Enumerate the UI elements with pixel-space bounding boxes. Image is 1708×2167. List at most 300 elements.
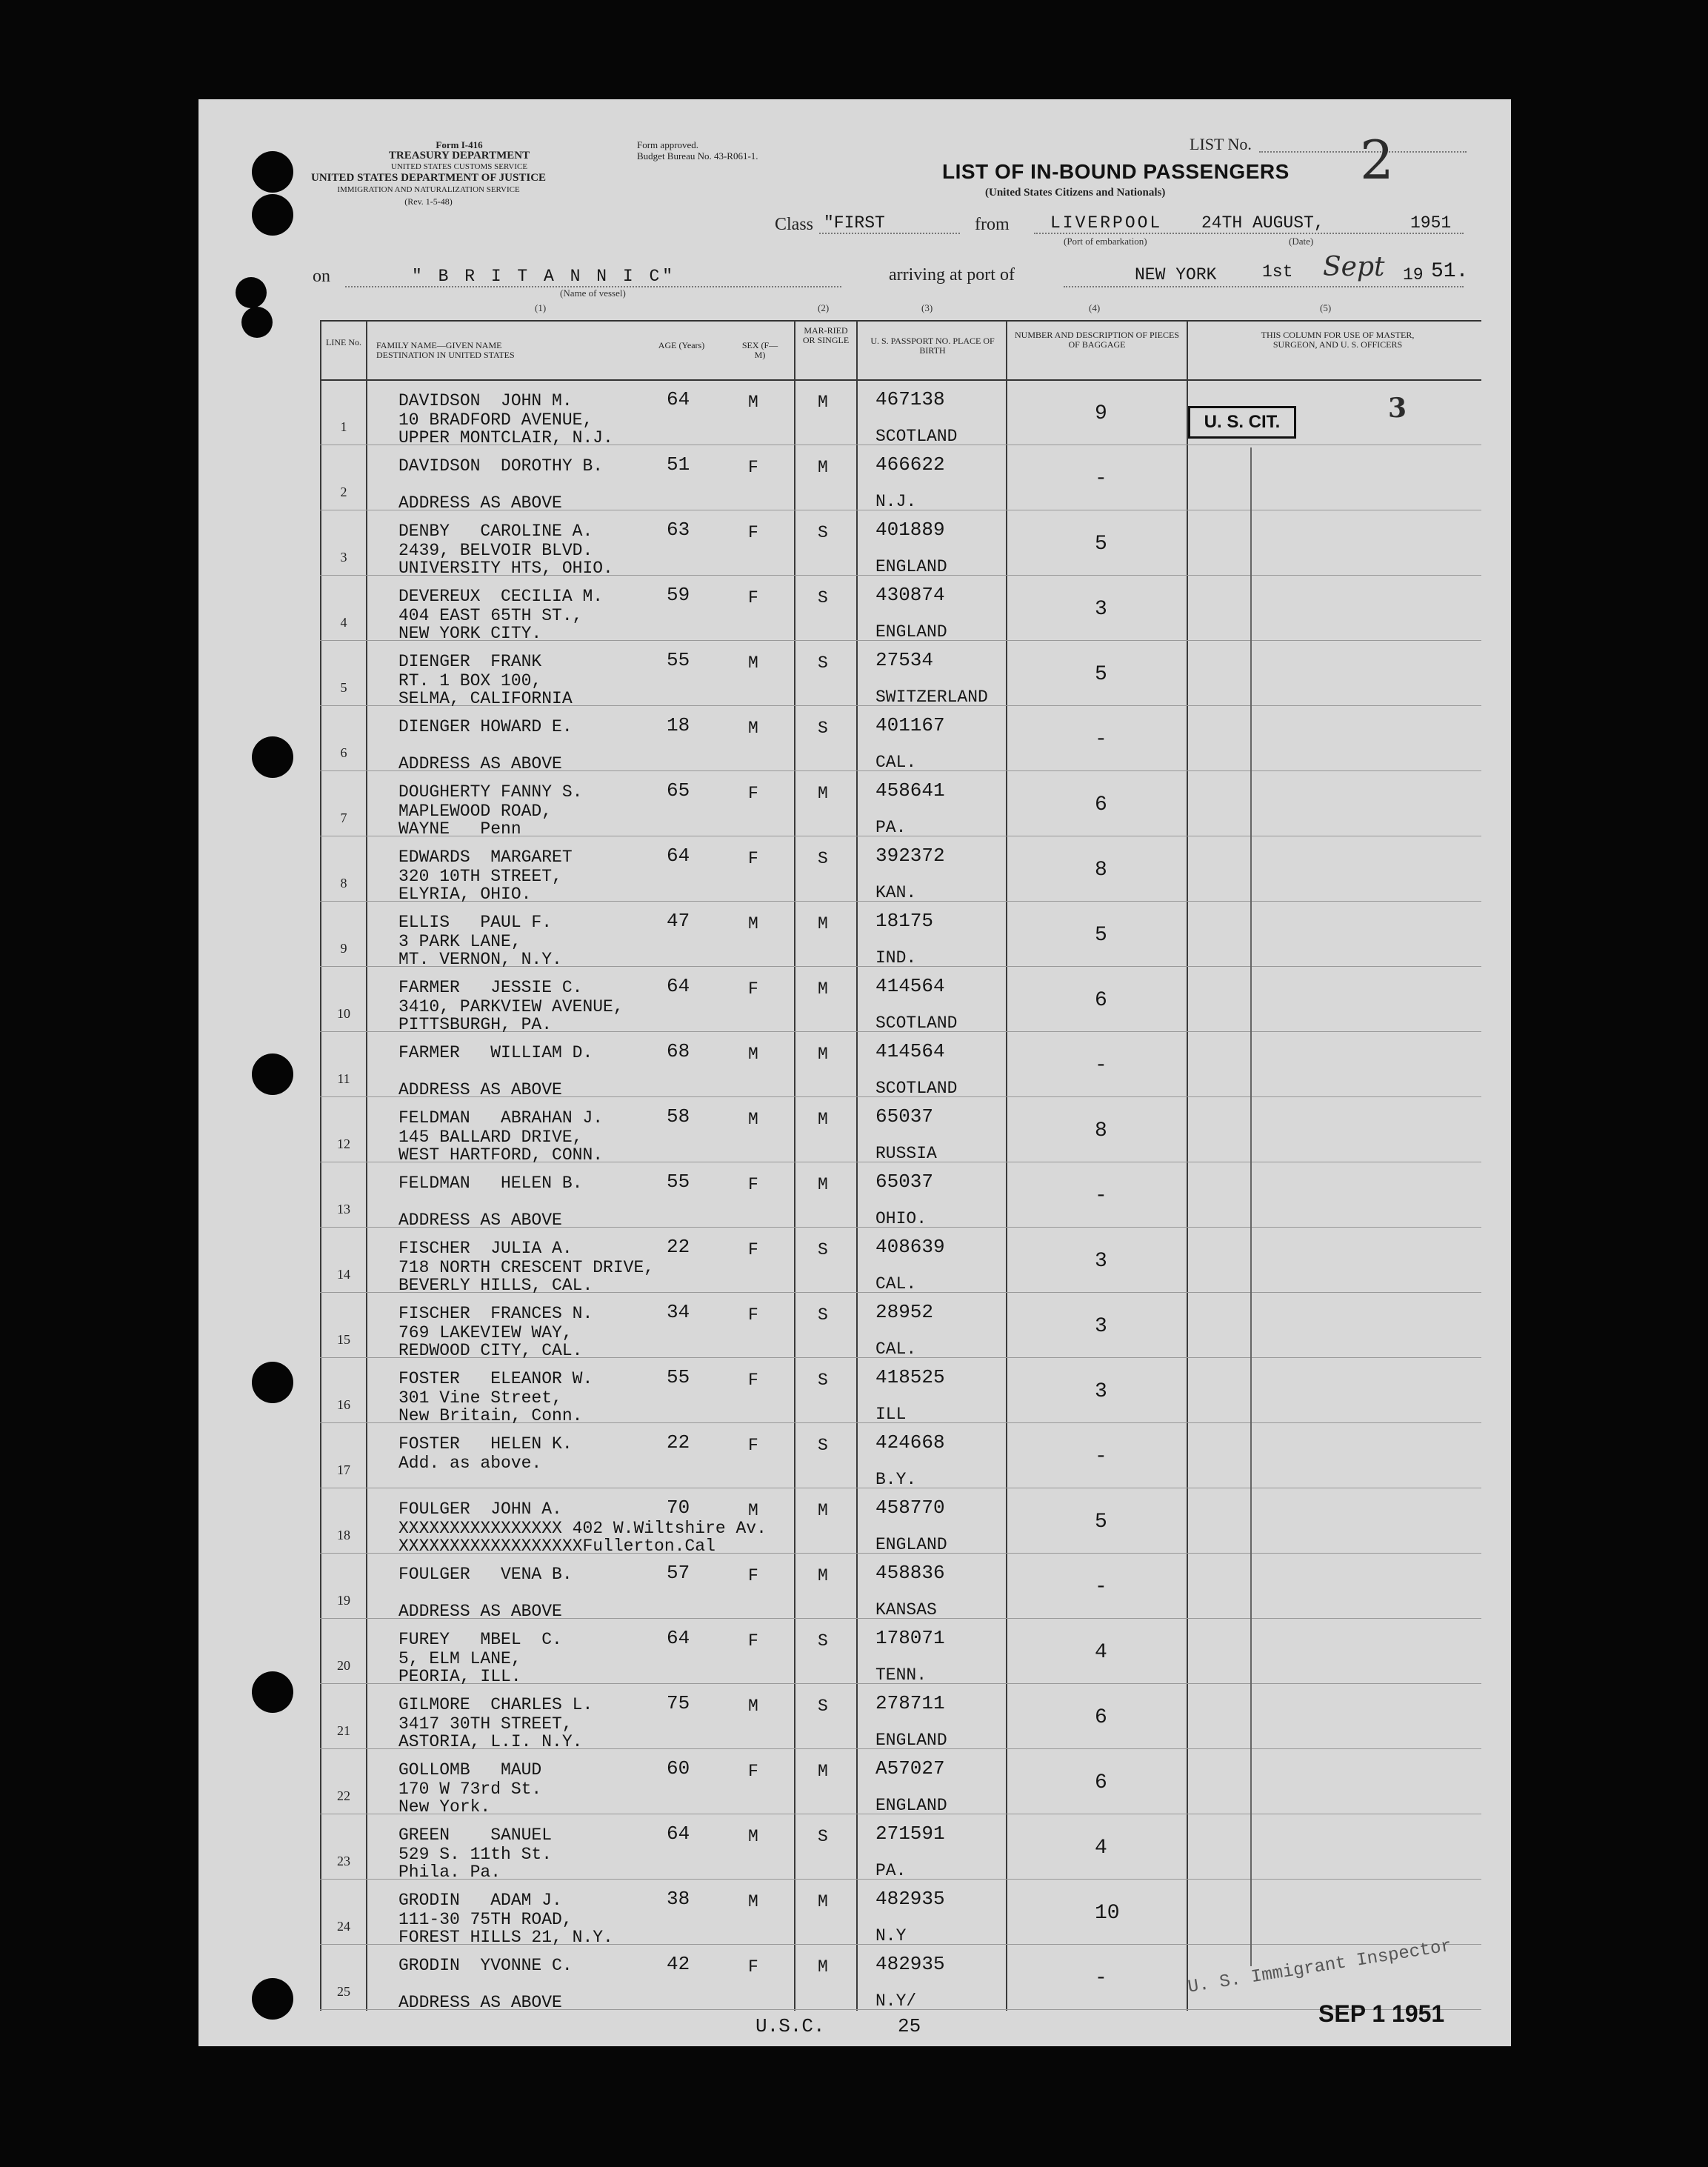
passenger-name: ELLIS PAUL F. — [398, 913, 553, 932]
line-number: 17 — [337, 1462, 350, 1477]
passenger-age: 42 — [667, 1953, 690, 1975]
baggage-count: 9 — [1095, 402, 1107, 425]
place-of-birth: CAL. — [875, 753, 917, 772]
arrival-year-prefix: 19 — [1403, 265, 1424, 284]
passenger-sex: M — [748, 393, 758, 412]
place-of-birth: ENGLAND — [875, 557, 947, 576]
passenger-sex: F — [748, 784, 758, 803]
baggage-count: 5 — [1095, 1511, 1107, 1534]
passport-number: 65037 — [875, 1171, 934, 1193]
passport-number: 482935 — [875, 1888, 945, 1910]
baggage-count: 5 — [1095, 924, 1107, 947]
passenger-name: FOSTER HELEN K. — [398, 1434, 573, 1454]
passenger-address-2: UPPER MONTCLAIR, N.J. — [398, 428, 613, 447]
passenger-age: 64 — [667, 1627, 690, 1649]
header-line-no: LINE No. — [326, 337, 361, 347]
passenger-sex: M — [748, 1827, 758, 1846]
passenger-address-2: XXXXXXXXXXXXXXXXXXFullerton.Cal — [398, 1537, 715, 1556]
passenger-sex: M — [748, 1045, 758, 1064]
passenger-name: DAVIDSON JOHN M. — [398, 391, 573, 410]
passenger-name: DENBY CAROLINE A. — [398, 522, 593, 541]
table-header-bottom — [320, 379, 1481, 381]
passenger-name: FOSTER ELEANOR W. — [398, 1369, 593, 1388]
passenger-sex: M — [748, 719, 758, 738]
binder-hole — [252, 194, 293, 236]
passenger-address-1: 301 Vine Street, — [398, 1388, 562, 1408]
baggage-count: - — [1095, 467, 1107, 490]
passport-number: 458770 — [875, 1497, 945, 1519]
arrival-year: 51. — [1431, 260, 1469, 283]
line-number: 12 — [337, 1136, 350, 1151]
justice-block — [311, 172, 546, 207]
place-of-birth: N.Y/ — [875, 1991, 917, 2011]
passenger-age: 75 — [667, 1692, 690, 1714]
us-citizen-stamp: U. S. CIT. — [1188, 406, 1296, 439]
passenger-sex: F — [748, 458, 758, 477]
passenger-age: 18 — [667, 714, 690, 736]
passenger-sex: M — [748, 1110, 758, 1129]
marital-status: M — [818, 393, 828, 412]
line-number: 25 — [337, 1984, 350, 1999]
col-divider — [1187, 320, 1188, 2011]
passenger-address-1: 3 PARK LANE, — [398, 932, 521, 951]
passport-number: 430874 — [875, 584, 945, 606]
passenger-sex: F — [748, 588, 758, 608]
line-number: 6 — [340, 745, 347, 760]
justice-dept: UNITED STATES DEPARTMENT OF JUSTICE — [311, 172, 547, 184]
binder-hole — [252, 1671, 293, 1713]
header-baggage: NUMBER AND DESCRIPTION OF PIECES OF BAGGAGE — [1014, 330, 1180, 350]
passenger-address-2: ASTORIA, L.I. N.Y. — [398, 1732, 583, 1751]
header-married: MAR-RIED OR SINGLE — [802, 325, 850, 345]
col-num-3: (3) — [921, 302, 933, 313]
header-passport: U. S. PASSPORT NO. PLACE OF BIRTH — [870, 336, 995, 356]
place-of-birth: IND. — [875, 948, 917, 968]
passenger-name: FISCHER JULIA A. — [398, 1239, 573, 1258]
passport-number: 65037 — [875, 1105, 934, 1128]
place-of-birth: ENGLAND — [875, 1796, 947, 1815]
tally-mark: 3 — [1388, 393, 1407, 424]
marital-status: M — [818, 1957, 828, 1977]
passenger-name: FELDMAN HELEN B. — [398, 1174, 583, 1193]
passenger-age: 38 — [667, 1888, 690, 1910]
marital-status: M — [818, 784, 828, 803]
passenger-age: 58 — [667, 1105, 690, 1128]
baggage-count: - — [1095, 1185, 1107, 1208]
marital-status: S — [818, 849, 828, 868]
baggage-count: 6 — [1095, 989, 1107, 1012]
baggage-count: - — [1095, 1054, 1107, 1077]
place-of-birth: KAN. — [875, 883, 917, 902]
passenger-address-2: New Britain, Conn. — [398, 1406, 583, 1425]
baggage-count: 3 — [1095, 598, 1107, 621]
arrival-line — [1064, 286, 1464, 287]
baggage-count: 6 — [1095, 793, 1107, 816]
date-stamp: SEP 1 1951 — [1318, 2000, 1445, 2027]
marital-status: M — [818, 1045, 828, 1064]
line-number: 13 — [337, 1202, 350, 1216]
baggage-count: 4 — [1095, 1641, 1107, 1664]
baggage-count: 10 — [1095, 1902, 1120, 1925]
line-number: 18 — [337, 1528, 350, 1542]
baggage-count: 8 — [1095, 859, 1107, 882]
arriving-label: arriving at port of — [889, 265, 1015, 284]
passenger-address-2: PITTSBURGH, PA. — [398, 1015, 553, 1034]
passenger-name: GRODIN ADAM J. — [398, 1891, 562, 1910]
form-id-block — [370, 139, 548, 173]
passenger-address-1: MAPLEWOOD ROAD, — [398, 802, 553, 821]
passenger-age: 22 — [667, 1431, 690, 1454]
passenger-address-1: 3410, PARKVIEW AVENUE, — [398, 997, 624, 1016]
passenger-name: FOULGER VENA B. — [398, 1565, 573, 1584]
passenger-address-2: WAYNE Penn — [398, 819, 521, 839]
passport-number: A57027 — [875, 1757, 945, 1780]
class-line — [819, 233, 960, 234]
place-of-birth: CAL. — [875, 1339, 917, 1359]
officer-pencil-line — [1250, 447, 1252, 1966]
passenger-address-2: ADDRESS AS ABOVE — [398, 1211, 562, 1230]
header-sex: SEX (F—M) — [741, 340, 778, 360]
form-approved-block — [637, 139, 758, 162]
passenger-name: DOUGHERTY FANNY S. — [398, 782, 583, 802]
baggage-count: 5 — [1095, 663, 1107, 686]
form-approved: Form approved. — [637, 139, 699, 150]
list-no-value: 2 — [1360, 129, 1394, 191]
line-number: 9 — [340, 941, 347, 956]
marital-status: M — [818, 1892, 828, 1911]
line-number: 24 — [337, 1919, 350, 1934]
binder-hole — [252, 151, 293, 193]
line-number: 1 — [340, 419, 347, 434]
passenger-address-1: 3417 30TH STREET, — [398, 1714, 573, 1734]
baggage-count: 6 — [1095, 1771, 1107, 1794]
arrival-month: Sept — [1323, 252, 1385, 282]
baggage-count: 8 — [1095, 1119, 1107, 1142]
col-divider — [794, 320, 795, 2011]
passenger-name: FUREY MBEL C. — [398, 1630, 562, 1649]
form-revision: (Rev. 1-5-48) — [404, 196, 453, 207]
passenger-age: 64 — [667, 1823, 690, 1845]
budget-bureau: Budget Bureau No. 43-R061-1. — [637, 150, 758, 162]
passport-number: 424668 — [875, 1431, 945, 1454]
binder-hole — [252, 1362, 293, 1403]
binder-hole — [252, 736, 293, 778]
customs-service: UNITED STATES CUSTOMS SERVICE — [390, 162, 528, 171]
passport-number: 458836 — [875, 1562, 945, 1584]
inspector-stamp: U. S. Immigrant Inspector — [1187, 1936, 1453, 1998]
form-id: Form I-416 — [436, 139, 483, 150]
passenger-age: 59 — [667, 584, 690, 606]
marital-status: M — [818, 1566, 828, 1585]
place-of-birth: CAL. — [875, 1274, 917, 1294]
col-divider — [366, 320, 367, 2011]
baggage-count: 6 — [1095, 1706, 1107, 1729]
passenger-name: GOLLOMB MAUD — [398, 1760, 542, 1780]
place-of-birth: N.J. — [875, 492, 917, 511]
passport-number: 408639 — [875, 1236, 945, 1258]
marital-status: M — [818, 1762, 828, 1781]
passport-number: 271591 — [875, 1823, 945, 1845]
passenger-age: 55 — [667, 649, 690, 671]
binder-hole — [252, 1978, 293, 2020]
place-of-birth: N.Y — [875, 1926, 907, 1945]
passenger-address-2: BEVERLY HILLS, CAL. — [398, 1276, 593, 1295]
passenger-sex: F — [748, 1371, 758, 1390]
passenger-address-2: ADDRESS AS ABOVE — [398, 493, 562, 513]
manifest-subtitle: (United States Citizens and Nationals) — [985, 187, 1166, 199]
passenger-sex: F — [748, 1631, 758, 1651]
passenger-name: FELDMAN ABRAHAN J. — [398, 1108, 604, 1128]
passport-number: 418525 — [875, 1366, 945, 1388]
line-number: 16 — [337, 1397, 350, 1412]
passport-number: 467138 — [875, 388, 945, 410]
line-number: 20 — [337, 1658, 350, 1673]
passport-number: 401167 — [875, 714, 945, 736]
passenger-address-1: Add. as above. — [398, 1454, 542, 1473]
line-number: 14 — [337, 1267, 350, 1282]
marital-status: S — [818, 1305, 828, 1325]
passenger-address-2: New York. — [398, 1797, 491, 1817]
marital-status: S — [818, 1827, 828, 1846]
passenger-sex: F — [748, 1240, 758, 1259]
passenger-address-2: SELMA, CALIFORNIA — [398, 689, 573, 708]
passenger-sex: M — [748, 653, 758, 673]
immigration-service: IMMIGRATION AND NATURALIZATION SERVICE — [337, 185, 520, 194]
passenger-address-2: Phila. Pa. — [398, 1863, 501, 1882]
col-num-2: (2) — [818, 302, 830, 313]
passenger-age: 63 — [667, 519, 690, 541]
passenger-address-2: ADDRESS AS ABOVE — [398, 1602, 562, 1621]
passenger-address-2: ADDRESS AS ABOVE — [398, 1993, 562, 2012]
passport-number: 27534 — [875, 649, 934, 671]
marital-status: M — [818, 1175, 828, 1194]
passenger-address-1: XXXXXXXXXXXXXXXX 402 W.Wiltshire Av. — [398, 1519, 767, 1538]
marital-status: S — [818, 719, 828, 738]
passport-number: 392372 — [875, 845, 945, 867]
passenger-address-2: WEST HARTFORD, CONN. — [398, 1145, 604, 1165]
place-of-birth: OHIO. — [875, 1209, 927, 1228]
marital-status: M — [818, 1110, 828, 1129]
marital-status: S — [818, 523, 828, 542]
passenger-address-2: PEORIA, ILL. — [398, 1667, 521, 1686]
col-divider — [856, 320, 858, 2011]
passenger-age: 22 — [667, 1236, 690, 1258]
passport-number: 18175 — [875, 910, 934, 932]
place-of-birth: ENGLAND — [875, 1731, 947, 1750]
baggage-count: 5 — [1095, 533, 1107, 556]
baggage-count: - — [1095, 1576, 1107, 1599]
place-of-birth: B.Y. — [875, 1470, 917, 1489]
col-num-1: (1) — [535, 302, 547, 313]
passenger-address-2: NEW YORK CITY. — [398, 624, 542, 643]
passenger-name: FARMER JESSIE C. — [398, 978, 583, 997]
from-label: from — [975, 215, 1010, 234]
marital-status: M — [818, 458, 828, 477]
passenger-address-2: ADDRESS AS ABOVE — [398, 754, 562, 773]
passenger-name: FOULGER JOHN A. — [398, 1499, 562, 1519]
passenger-address-2: ELYRIA, OHIO. — [398, 885, 532, 904]
passenger-address-1: 170 W 73rd St. — [398, 1780, 542, 1799]
passport-number: 278711 — [875, 1692, 945, 1714]
place-of-birth: SCOTLAND — [875, 1079, 958, 1098]
passenger-address-1: 5, ELM LANE, — [398, 1649, 521, 1668]
passenger-age: 60 — [667, 1757, 690, 1780]
header-age: AGE (Years) — [658, 340, 705, 350]
from-port: LIVERPOOL — [1050, 213, 1163, 233]
passenger-address-1: 769 LAKEVIEW WAY, — [398, 1323, 573, 1342]
passenger-name: DIENGER HOWARD E. — [398, 717, 573, 736]
place-of-birth: KANSAS — [875, 1600, 937, 1620]
passport-number: 414564 — [875, 975, 945, 997]
passenger-sex: F — [748, 1566, 758, 1585]
baggage-count: - — [1095, 1445, 1107, 1468]
place-of-birth: RUSSIA — [875, 1144, 937, 1163]
col-divider — [320, 320, 321, 2011]
passenger-name: DEVEREUX CECILIA M. — [398, 587, 604, 606]
passenger-age: 57 — [667, 1562, 690, 1584]
arrival-port: NEW YORK — [1135, 265, 1217, 284]
line-number: 10 — [337, 1006, 350, 1021]
table-border-top — [320, 320, 1481, 322]
marital-status: S — [818, 653, 828, 673]
line-number: 2 — [340, 485, 347, 499]
passenger-sex: F — [748, 979, 758, 999]
baggage-count: - — [1095, 1967, 1107, 1990]
header-officers: THIS COLUMN FOR USE OF MASTER, SURGEON, AND U. S. OFFICERS — [1261, 330, 1415, 350]
class-value: "FIRST — [824, 213, 885, 233]
passenger-address-1: 320 10TH STREET, — [398, 867, 562, 886]
vessel-name: " B R I T A N N I C" — [412, 267, 676, 286]
line-number: 11 — [337, 1071, 350, 1086]
marital-status: M — [818, 979, 828, 999]
line-number: 8 — [340, 876, 347, 891]
passport-number: 482935 — [875, 1953, 945, 1975]
baggage-count: 3 — [1095, 1250, 1107, 1273]
date-note: (Date) — [1289, 236, 1314, 247]
passenger-age: 34 — [667, 1301, 690, 1323]
place-of-birth: PA. — [875, 1861, 907, 1880]
place-of-birth: SCOTLAND — [875, 427, 958, 446]
passenger-address-1: 111-30 75TH ROAD, — [398, 1910, 573, 1929]
baggage-count: 4 — [1095, 1837, 1107, 1860]
passenger-address-1: 145 BALLARD DRIVE, — [398, 1128, 583, 1147]
marital-status: S — [818, 1240, 828, 1259]
passenger-name: FARMER WILLIAM D. — [398, 1043, 593, 1062]
marital-status: S — [818, 1697, 828, 1716]
arrival-day: 1st — [1262, 262, 1293, 282]
passenger-address-1: 529 S. 11th St. — [398, 1845, 553, 1864]
departure-date: 24TH AUGUST, — [1201, 213, 1324, 233]
manifest-title: LIST OF IN-BOUND PASSENGERS — [942, 160, 1290, 183]
passenger-age: 64 — [667, 845, 690, 867]
passenger-age: 65 — [667, 779, 690, 802]
baggage-count: - — [1095, 728, 1107, 751]
passenger-age: 64 — [667, 388, 690, 410]
line-number: 15 — [337, 1332, 350, 1347]
place-of-birth: SWITZERLAND — [875, 688, 988, 707]
passport-number: 401889 — [875, 519, 945, 541]
passenger-address-1: 718 NORTH CRESCENT DRIVE, — [398, 1258, 655, 1277]
passenger-age: 68 — [667, 1040, 690, 1062]
vessel-note: (Name of vessel) — [560, 287, 626, 299]
binder-hole — [236, 277, 267, 308]
from-note: (Port of embarkation) — [1064, 236, 1147, 247]
header-name: FAMILY NAME—GIVEN NAME DESTINATION IN UNITED STATES — [376, 340, 515, 360]
passenger-age: 70 — [667, 1497, 690, 1519]
passenger-sex: F — [748, 1762, 758, 1781]
passenger-address-2: ADDRESS AS ABOVE — [398, 1080, 562, 1099]
class-label: Class — [775, 215, 814, 234]
marital-status: S — [818, 1436, 828, 1455]
marital-status: S — [818, 588, 828, 608]
passenger-address-2: MT. VERNON, N.Y. — [398, 950, 562, 969]
marital-status: M — [818, 914, 828, 933]
passenger-age: 47 — [667, 910, 690, 932]
passenger-sex: F — [748, 849, 758, 868]
passport-number: 458641 — [875, 779, 945, 802]
treasury-dept: TREASURY DEPARTMENT — [388, 150, 530, 162]
line-number: 4 — [340, 615, 347, 630]
passenger-address-1: RT. 1 BOX 100, — [398, 671, 542, 690]
usc-label: U.S.C. — [755, 2015, 825, 2037]
passenger-address-2: FOREST HILLS 21, N.Y. — [398, 1928, 613, 1947]
baggage-count: 3 — [1095, 1315, 1107, 1338]
departure-year: 1951 — [1410, 213, 1452, 233]
col-num-5: (5) — [1320, 302, 1332, 313]
passenger-sex: F — [748, 1957, 758, 1977]
usc-count: 25 — [898, 2015, 921, 2037]
passenger-sex: F — [748, 523, 758, 542]
place-of-birth: ENGLAND — [875, 622, 947, 642]
marital-status: S — [818, 1631, 828, 1651]
passenger-address-2: REDWOOD CITY, CAL. — [398, 1341, 583, 1360]
line-number: 7 — [340, 810, 347, 825]
binder-hole — [241, 307, 273, 338]
passenger-address-1: 10 BRADFORD AVENUE, — [398, 410, 593, 430]
place-of-birth: TENN. — [875, 1665, 927, 1685]
passenger-sex: M — [748, 914, 758, 933]
passenger-name: GRODIN YVONNE C. — [398, 1956, 573, 1975]
passenger-sex: F — [748, 1305, 758, 1325]
line-number: 21 — [337, 1723, 350, 1738]
baggage-count: 3 — [1095, 1380, 1107, 1403]
passport-number: 466622 — [875, 453, 945, 476]
passport-number: 178071 — [875, 1627, 945, 1649]
place-of-birth: PA. — [875, 818, 907, 837]
passenger-name: GILMORE CHARLES L. — [398, 1695, 593, 1714]
passenger-sex: M — [748, 1892, 758, 1911]
line-number: 22 — [337, 1788, 350, 1803]
line-number: 3 — [340, 550, 347, 565]
marital-status: M — [818, 1501, 828, 1520]
passenger-address-2: UNIVERSITY HTS, OHIO. — [398, 559, 613, 578]
passenger-address-1: 2439, BELVOIR BLVD. — [398, 541, 593, 560]
manifest-page — [199, 99, 1511, 2046]
passenger-sex: F — [748, 1436, 758, 1455]
place-of-birth: SCOTLAND — [875, 1013, 958, 1033]
place-of-birth: ENGLAND — [875, 1535, 947, 1554]
line-number: 5 — [340, 680, 347, 695]
list-no-label: LIST No. — [1190, 135, 1252, 153]
passenger-age: 51 — [667, 453, 690, 476]
col-num-4: (4) — [1089, 302, 1101, 313]
passport-number: 414564 — [875, 1040, 945, 1062]
passenger-name: FISCHER FRANCES N. — [398, 1304, 593, 1323]
passenger-name: GREEN SANUEL — [398, 1825, 553, 1845]
place-of-birth: ILL — [875, 1405, 907, 1424]
passenger-name: EDWARDS MARGARET — [398, 848, 573, 867]
passenger-age: 64 — [667, 975, 690, 997]
